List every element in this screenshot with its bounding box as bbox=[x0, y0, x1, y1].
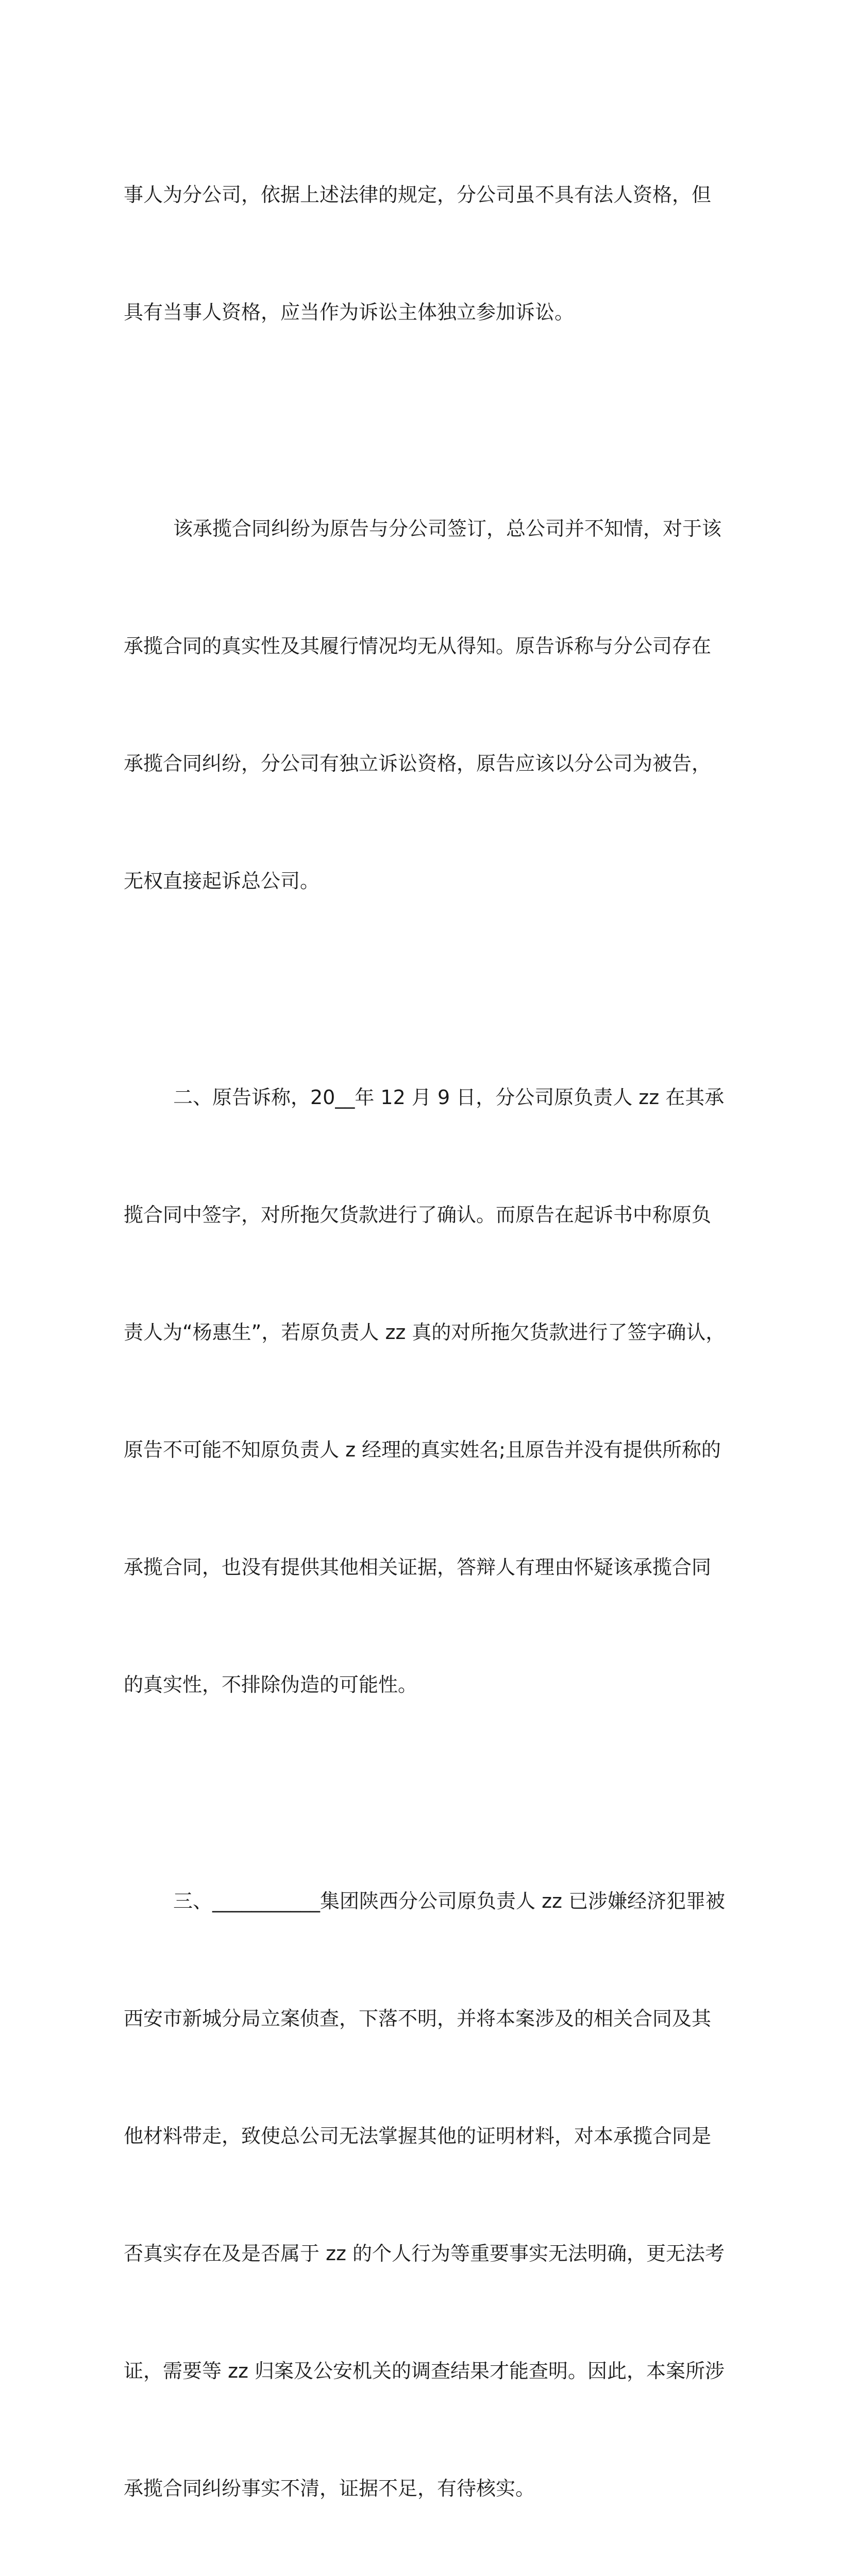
paragraph-4 bbox=[124, 1803, 726, 2576]
paragraph-4-line-4: 否真实存在及是否属于 zz 的个人行为等重要事实无法明确，更无法考 bbox=[124, 2242, 725, 2265]
paragraph-4-line-5: 证，需要等 zz 归案及公安机关的调查结果才能查明。因此，本案所涉 bbox=[124, 2360, 725, 2382]
paragraph-4-line-1: 三、___________集团陕西分公司原负责人 zz 已涉嫌经济犯罪被 bbox=[173, 1890, 726, 1912]
paragraph-3-line-3: 责人为“杨惠生”，若原负责人 zz 真的对所拖欠货款进行了签字确认， bbox=[124, 1321, 726, 1344]
paragraph-3-line-1: 二、原告诉称，20__年 12 月 9 日，分公司原负责人 zz 在其承 bbox=[173, 1086, 725, 1109]
paragraph-1-line-2: 具有当事人资格，应当作为诉讼主体独立参加诉讼。 bbox=[124, 301, 575, 324]
paragraph-2-line-1: 该承揽合同纠纷为原告与分公司签订，总公司并不知情，对于该 bbox=[173, 517, 722, 540]
paragraph-2-line-4: 无权直接起诉总公司。 bbox=[124, 870, 320, 892]
paragraph-4-line-2: 西安市新城分局立案侦查，下落不明，并将本案涉及的相关合同及其 bbox=[124, 2007, 712, 2030]
paragraph-3-line-6: 的真实性，不排除伪造的可能性。 bbox=[124, 1673, 418, 1696]
paragraph-2-line-2: 承揽合同的真实性及其履行情况均无从得知。原告诉称与分公司存在 bbox=[124, 635, 712, 657]
paragraph-3-line-4: 原告不可能不知原负责人 z 经理的真实姓名;且原告并没有提供所称的 bbox=[124, 1438, 721, 1461]
paragraph-1-line-1: 事人为分公司，依据上述法律的规定，分公司虽不具有法人资格，但 bbox=[124, 183, 712, 206]
paragraph-3-line-5: 承揽合同，也没有提供其他相关证据，答辩人有理由怀疑该承揽合同 bbox=[124, 1556, 712, 1579]
paragraph-3-line-2: 揽合同中签字，对所拖欠货款进行了确认。而原告在起诉书中称原负 bbox=[124, 1204, 712, 1226]
paragraph-4-line-3: 他材料带走，致使总公司无法掌握其他的证明材料，对本承揽合同是 bbox=[124, 2125, 712, 2147]
paragraph-2 bbox=[124, 431, 721, 979]
paragraph-4-line-6: 承揽合同纠纷事实不清，证据不足，有待核实。 bbox=[124, 2477, 535, 2500]
document-body bbox=[124, 97, 726, 2576]
paragraph-2-line-3: 承揽合同纠纷，分公司有独立诉讼资格，原告应该以分公司为被告， bbox=[124, 752, 712, 775]
paragraph-1 bbox=[124, 97, 721, 410]
paragraph-3 bbox=[124, 999, 726, 1783]
